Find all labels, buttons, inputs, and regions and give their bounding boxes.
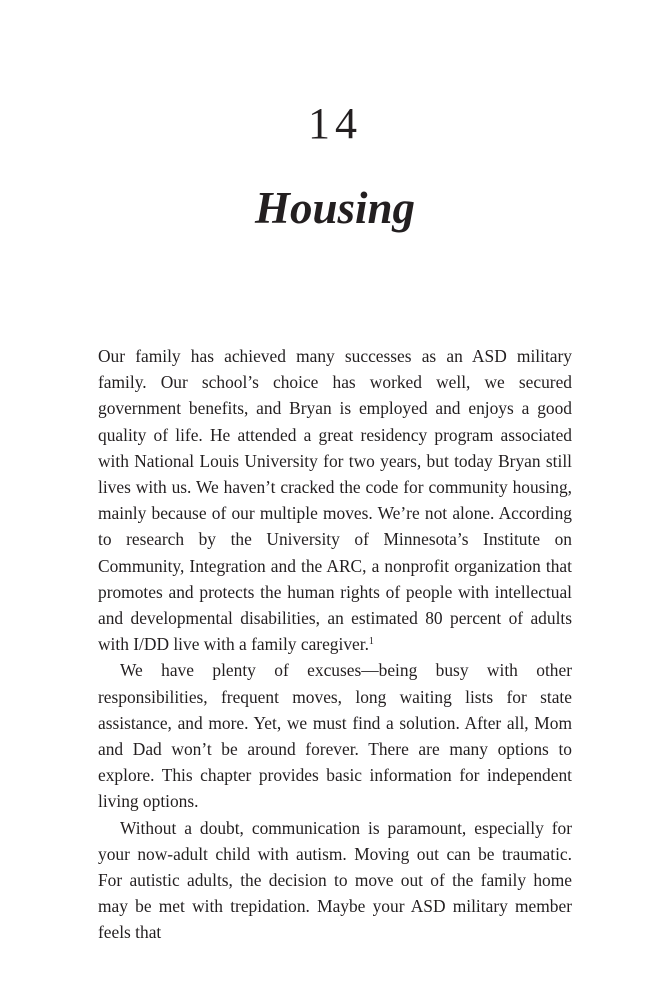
paragraph-3: Without a doubt, communication is paramount, especially for your now-adult child with autism. Moving out can be traumatic. For autistic adults, the decision to move out of the family home may be met with trepidation. Maybe your ASD military member feels that: [98, 817, 572, 943]
footnote-marker: 1: [368, 636, 374, 648]
chapter-title: Housing: [254, 183, 416, 233]
paragraph-1-text: Our family has achieved many successes as an ASD military family. Our school’s choice has worked well, we secured government benefits, and Bryan is employed and enjoys a good quality of life. He attended a great residency program associated with National Louis University for two years, but today Bryan still lives with us. We haven’t cracked the code for community housing, mainly because of our multiple moves. We’re not alone. According to research by the University of Minnesota’s Institute on Community, Integration and the ARC, a nonprofit organization that promotes and protects the human rights of people with intellectual and developmental disabilities, an estimated 80 percent of adults with I/DD live with a family caregiver.: [98, 346, 572, 655]
chapter-body: [98, 343, 572, 946]
paragraph-1: [98, 343, 572, 657]
paragraph-2: We have plenty of excuses—being busy with other responsibilities, frequent moves, long waiting lists for state assistance, and more. Yet, we must find a solution. After all, Mom and Dad won’t be around forever. There are many options to explore. This chapter provides basic information for independent living options.: [98, 660, 572, 812]
chapter-number: 14: [308, 99, 362, 148]
